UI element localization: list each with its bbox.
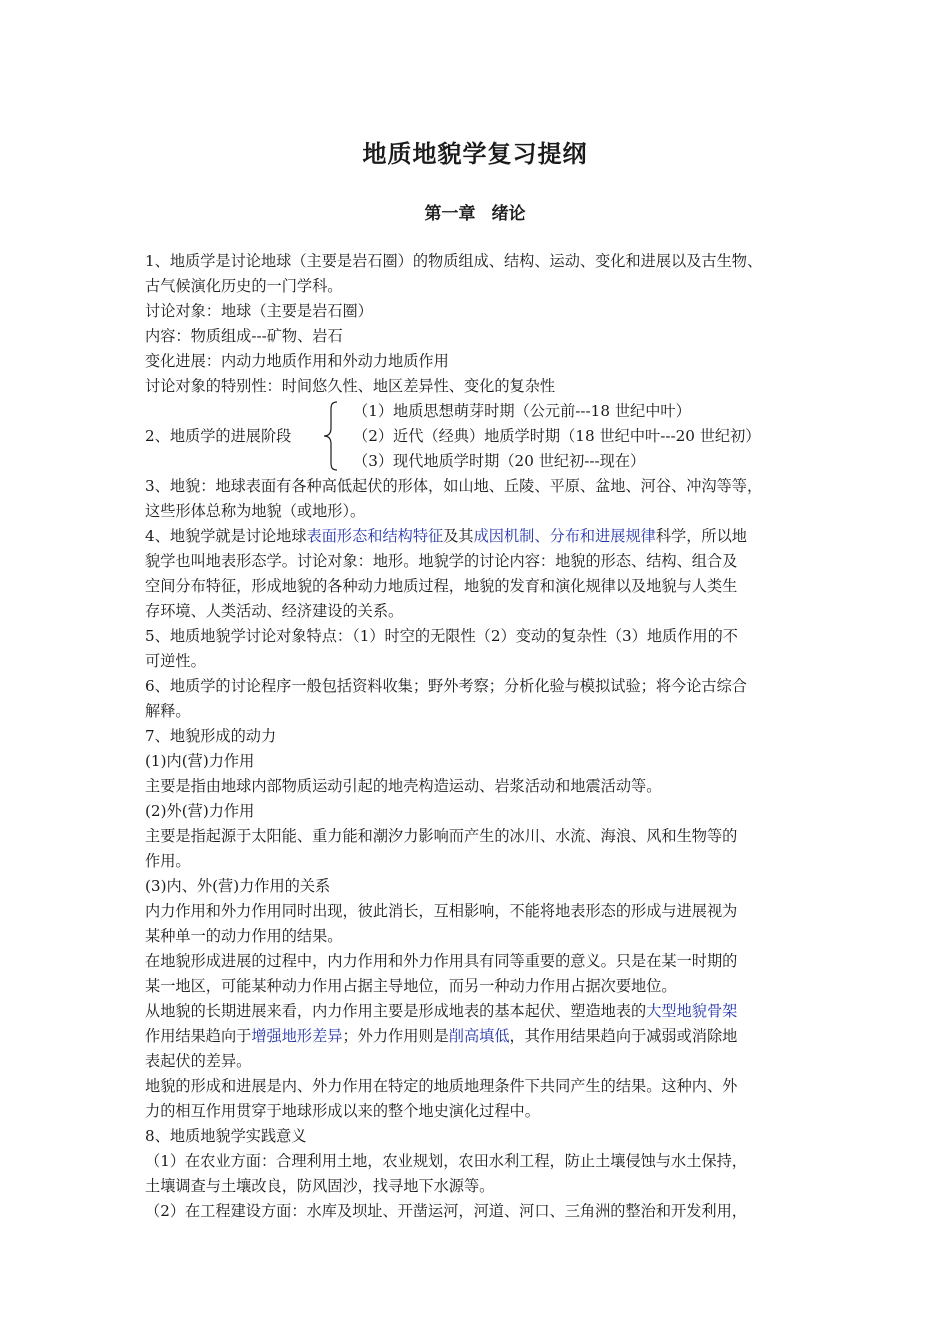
highlighted-term: 成因机制、分布和进展规律 (473, 527, 656, 545)
text-line: 讨论对象：地球（主要是岩石圈） (145, 302, 373, 320)
text-line: 可逆性。 (145, 652, 206, 670)
text-line: 5、地质地貌学讨论对象特点：（1）时空的无限性（2）变动的复杂性（3）地质作用的不 (145, 627, 738, 645)
highlighted-term: 削高填低 (448, 1027, 510, 1045)
text-line: (3)内、外(营)力作用的关系 (145, 877, 331, 895)
highlighted-term: 增强地形差异 (251, 1027, 343, 1045)
document-title: 地质地貌学复习提纲 (362, 139, 588, 168)
text-line: （1）在农业方面：合理利用土地，农业规划，农田水利工程，防止土壤侵蚀与水土保持， (145, 1152, 747, 1170)
text-line: 讨论对象的特别性：时间悠久性、地区差异性、变化的复杂性 (145, 377, 556, 395)
text-line: 力的相互作用贯穿于地球形成以来的整个地史演化过程中。 (145, 1102, 540, 1120)
text-line (145, 524, 815, 549)
text-line: 土壤调查与土壤改良，防风固沙，找寻地下水源等。 (145, 1177, 495, 1195)
text-line: 8、地质地貌学实践意义 (145, 1127, 307, 1145)
text-line: 7、地貌形成的动力 (145, 727, 277, 745)
highlighted-term: 大型地貌骨架 (646, 1002, 738, 1020)
stage-item: （3）现代地质学时期（20 世纪初---现在） (353, 452, 646, 470)
text-line: 古气候演化历史的一门学科。 (145, 277, 343, 295)
stage-item: （2）近代（经典）地质学时期（18 世纪中叶---20 世纪初） (353, 427, 761, 445)
text-line: 作用。 (145, 852, 191, 870)
text-line: 在地貌形成进展的过程中，内力作用和外力作用具有同等重要的意义。只是在某一时期的 (145, 952, 738, 970)
text-line: 1、地质学是讨论地球（主要是岩石圈）的物质组成、结构、运动、变化和进展以及古生物、 (145, 252, 763, 270)
stages-list (353, 399, 761, 474)
stage-item: （1）地质思想萌芽时期（公元前---18 世纪中叶） (353, 402, 691, 420)
text-line: 这些形体总称为地貌（或地形）。 (145, 502, 366, 520)
text-line: (2)外(营)力作用 (145, 802, 255, 820)
development-stages (145, 399, 815, 474)
chapter-heading: 第一章 绪论 (424, 204, 526, 224)
text-line (145, 1024, 815, 1049)
text-run: 4、地貌学就是讨论地球 (145, 527, 307, 545)
text-line: 内力作用和外力作用同时出现，彼此消长，互相影响，不能将地表形态的形成与进展视为 (145, 902, 738, 920)
text-run: 科学，所以地 (655, 527, 747, 545)
text-line: 空间分布特征，形成地貌的各种动力地质过程，地貌的发育和演化规律以及地貌与人类生 (145, 577, 738, 595)
curly-brace-icon (323, 401, 339, 471)
text-line: 主要是指由地球内部物质运动引起的地壳构造运动、岩浆活动和地震活动等。 (145, 777, 662, 795)
text-run: 及其 (443, 527, 474, 545)
text-line: (1)内(营)力作用 (145, 752, 255, 770)
text-line: 地貌的形成和进展是内、外力作用在特定的地质地理条件下共同产生的结果。这种内、外 (145, 1077, 738, 1095)
text-line: 主要是指起源于太阳能、重力能和潮汐力影响而产生的冰川、水流、海浪、风和生物等的 (145, 827, 738, 845)
text-line: 解释。 (145, 702, 191, 720)
text-line: 内容：物质组成---矿物、岩石 (145, 327, 343, 345)
text-line: 某一地区，可能某种动力作用占据主导地位，而另一种动力作用占据次要地位。 (145, 977, 677, 995)
stages-label: 2、地质学的进展阶段 (145, 427, 292, 445)
text-run: ，其作用结果趋向于减弱或消除地 (509, 1027, 738, 1045)
text-line: 变化进展：内动力地质作用和外动力地质作用 (145, 352, 449, 370)
text-line: 某种单一的动力作用的结果。 (145, 927, 343, 945)
text-run: ；外力作用则是 (342, 1027, 449, 1045)
text-line: （2）在工程建设方面：水库及坝址、开凿运河，河道、河口、三角洲的整治和开发利用， (145, 1202, 747, 1220)
text-run: 作用结果趋向于 (145, 1027, 252, 1045)
text-line: 3、地貌：地球表面有各种高低起伏的形体，如山地、丘陵、平原、盆地、河谷、冲沟等等， (145, 477, 763, 495)
text-run: 从地貌的长期进展来看，内力作用主要是形成地表的基本起伏、塑造地表的 (145, 1002, 647, 1020)
text-line: 存环境、人类活动、经济建设的关系。 (145, 602, 404, 620)
text-line: 表起伏的差异。 (145, 1052, 252, 1070)
text-line: 貌学也叫地表形态学。讨论对象：地形。地貌学的讨论内容：地貌的形态、结构、组合及 (145, 552, 738, 570)
text-line: 6、地质学的讨论程序一般包括资料收集；野外考察；分析化验与模拟试验；将今论古综合 (145, 677, 747, 695)
document-body (145, 249, 815, 1224)
highlighted-term: 表面形态和结构特征 (306, 527, 444, 545)
text-line (145, 999, 815, 1024)
